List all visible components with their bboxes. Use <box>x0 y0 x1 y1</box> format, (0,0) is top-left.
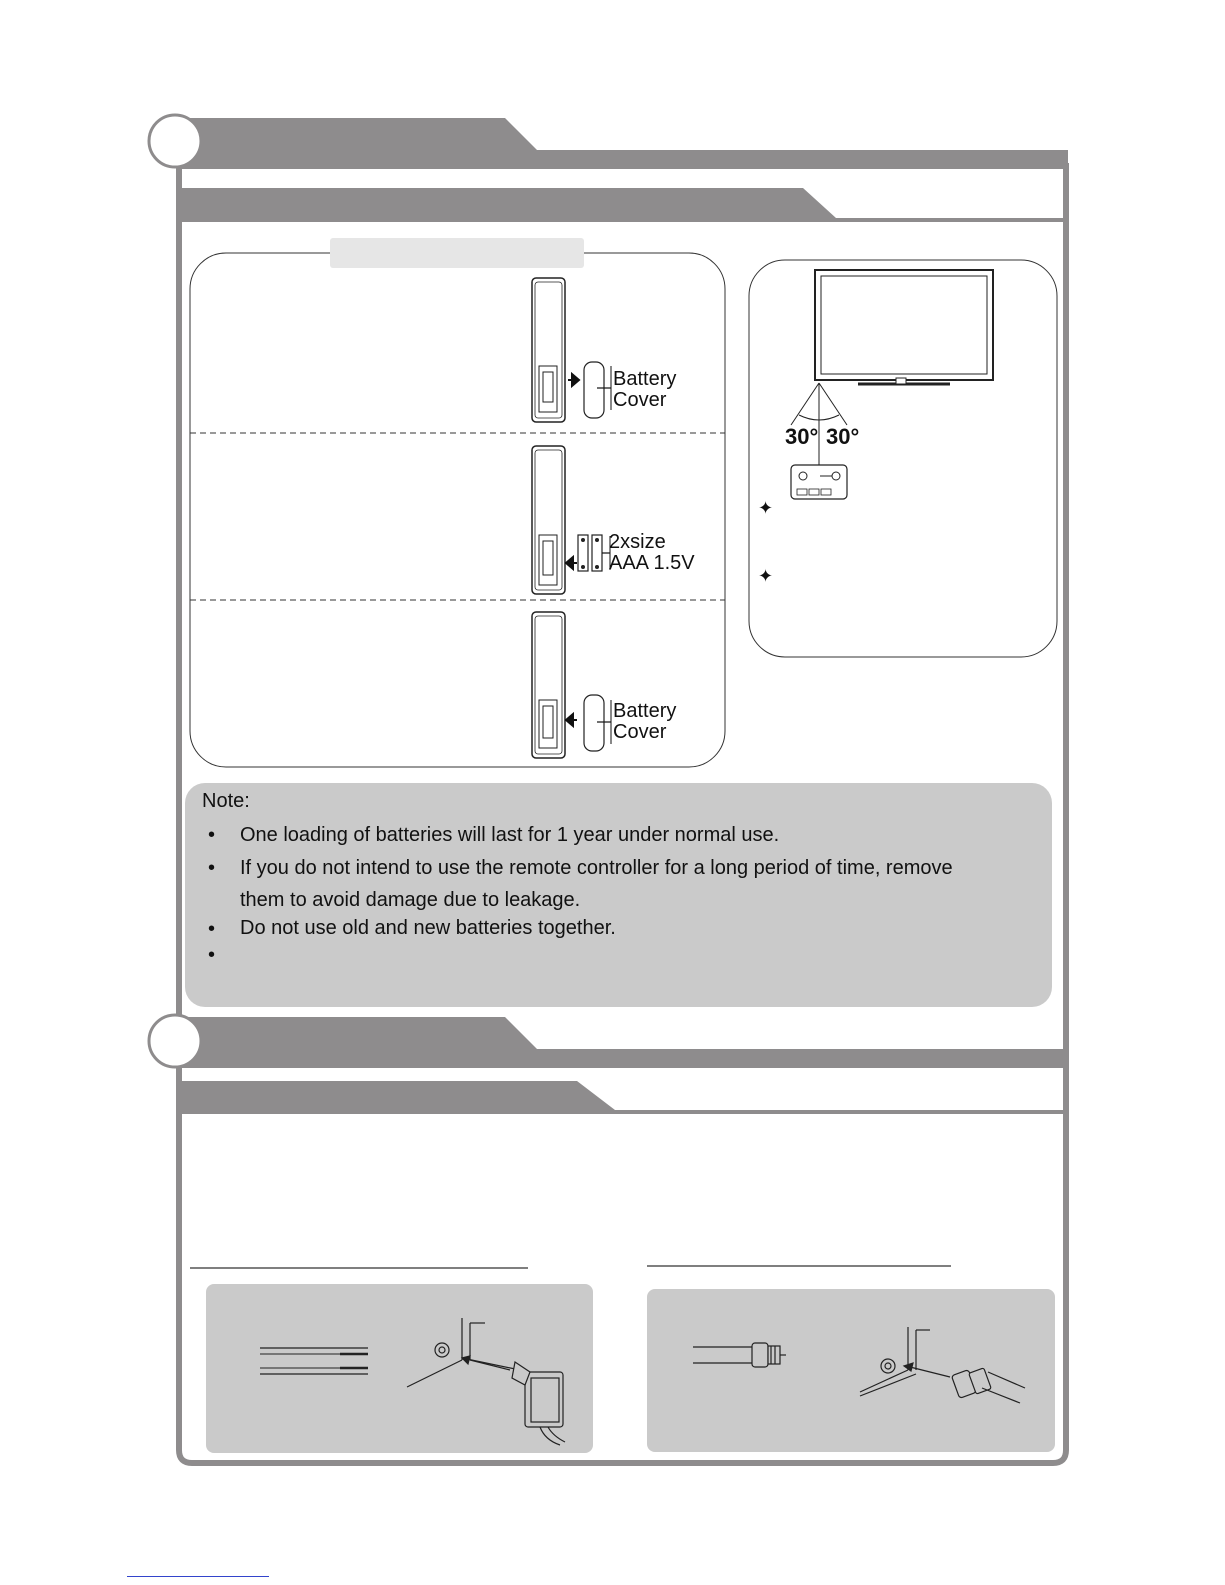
step2-label-line1: 2xsize <box>609 531 666 553</box>
note-bullet-icon: • <box>208 918 216 940</box>
note-bullet-2-cont: them to avoid damage due to leakage. <box>240 889 581 911</box>
section1-subheader-bar <box>176 188 1066 222</box>
note-bullet-icon: • <box>208 857 216 879</box>
note-bullet-icon: • <box>208 824 216 846</box>
range-note-star-icon: ✦ <box>758 498 774 518</box>
section1-header-bar <box>172 118 1068 166</box>
angle-right-label: 30° <box>826 424 860 449</box>
section2-number-circle <box>149 1015 201 1067</box>
angle-left-label: 30° <box>785 424 819 449</box>
antenna-panel-right <box>647 1289 1055 1452</box>
note-bullet-2: If you do not intend to use the remote controller for a long period of time, remove <box>240 857 953 879</box>
footer-link[interactable] <box>127 1576 269 1577</box>
step3-label-line1: Battery <box>613 700 677 722</box>
section2-subheader-bar <box>176 1081 1066 1114</box>
note-bullet-1: One loading of batteries will last for 1 year under normal use. <box>240 824 780 846</box>
range-note-star-icon: ✦ <box>758 566 774 586</box>
note-bullet-icon: • <box>208 944 216 966</box>
step1-label-line1: Battery <box>613 368 677 390</box>
tv-illustration <box>815 270 993 384</box>
section2-header-bar <box>172 1017 1068 1065</box>
step2-label-line2: AAA 1.5V <box>609 552 695 574</box>
note-title: Note: <box>202 790 250 812</box>
step3-label-line2: Cover <box>613 721 667 743</box>
battery-steps-panel <box>190 253 725 767</box>
section1-number-circle <box>149 115 201 167</box>
note-bullet-3: Do not use old and new batteries together. <box>240 917 616 939</box>
remote-top-illustration <box>791 465 847 499</box>
step1-label-line2: Cover <box>613 389 667 411</box>
battery-steps-title-tab <box>330 238 584 268</box>
